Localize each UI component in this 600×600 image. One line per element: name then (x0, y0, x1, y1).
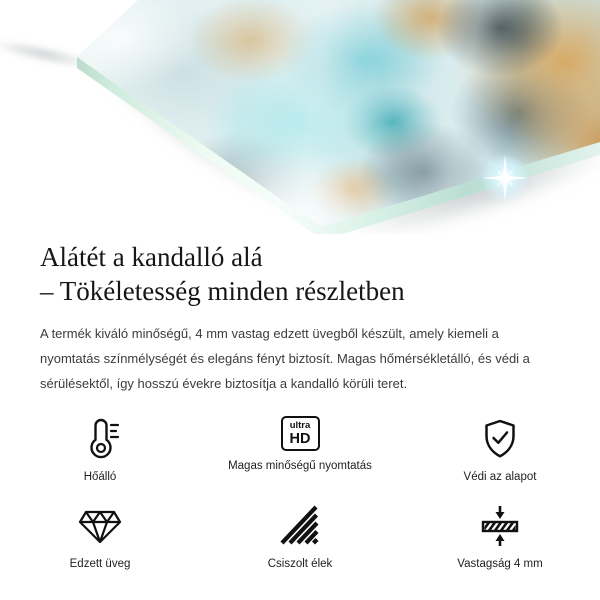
product-image (0, 0, 600, 234)
product-description: A termék kiváló minőségű, 4 mm vastag edzett üvegből készült, amely kiemeli a nyomtatás színmélységét és elegáns fényt biztosít. Magas hőmérsékletálló, és védi a sérülésektől, így hosszú évekre biztosítja a kandalló körüli teret. (40, 326, 530, 391)
page-title (40, 240, 560, 308)
feature-label: Vastagság 4 mm (457, 558, 543, 570)
feature-tempered-glass (0, 503, 200, 570)
feature-label: Hőálló (83, 471, 117, 483)
feature-print-quality (200, 416, 400, 483)
ultra-hd-text-bottom: HD (289, 430, 311, 447)
thickness-icon (480, 503, 520, 549)
features-grid (0, 416, 600, 570)
title-line-1: Alátét a kandalló alá (40, 242, 263, 272)
feature-label: Magas minőségű nyomtatás (228, 460, 372, 472)
thermometer-icon (80, 416, 120, 462)
sparkle-icon (478, 151, 532, 205)
polished-edges-icon (278, 503, 322, 549)
feature-label: Edzett üveg (69, 558, 131, 570)
feature-heat-resistant (0, 416, 200, 483)
feature-label: Csiszolt élek (267, 558, 333, 570)
feature-polished-edges (200, 503, 400, 570)
ultra-hd-icon (281, 416, 320, 451)
feature-thickness (400, 503, 600, 570)
ultra-hd-text-top: ultra (289, 420, 311, 431)
feature-label: Védi az alapot (463, 471, 537, 483)
shield-check-icon (480, 416, 520, 462)
title-line-2: – Tökéletesség minden részletben (40, 276, 405, 306)
diamond-icon (78, 503, 122, 549)
feature-protects-base (400, 416, 600, 483)
